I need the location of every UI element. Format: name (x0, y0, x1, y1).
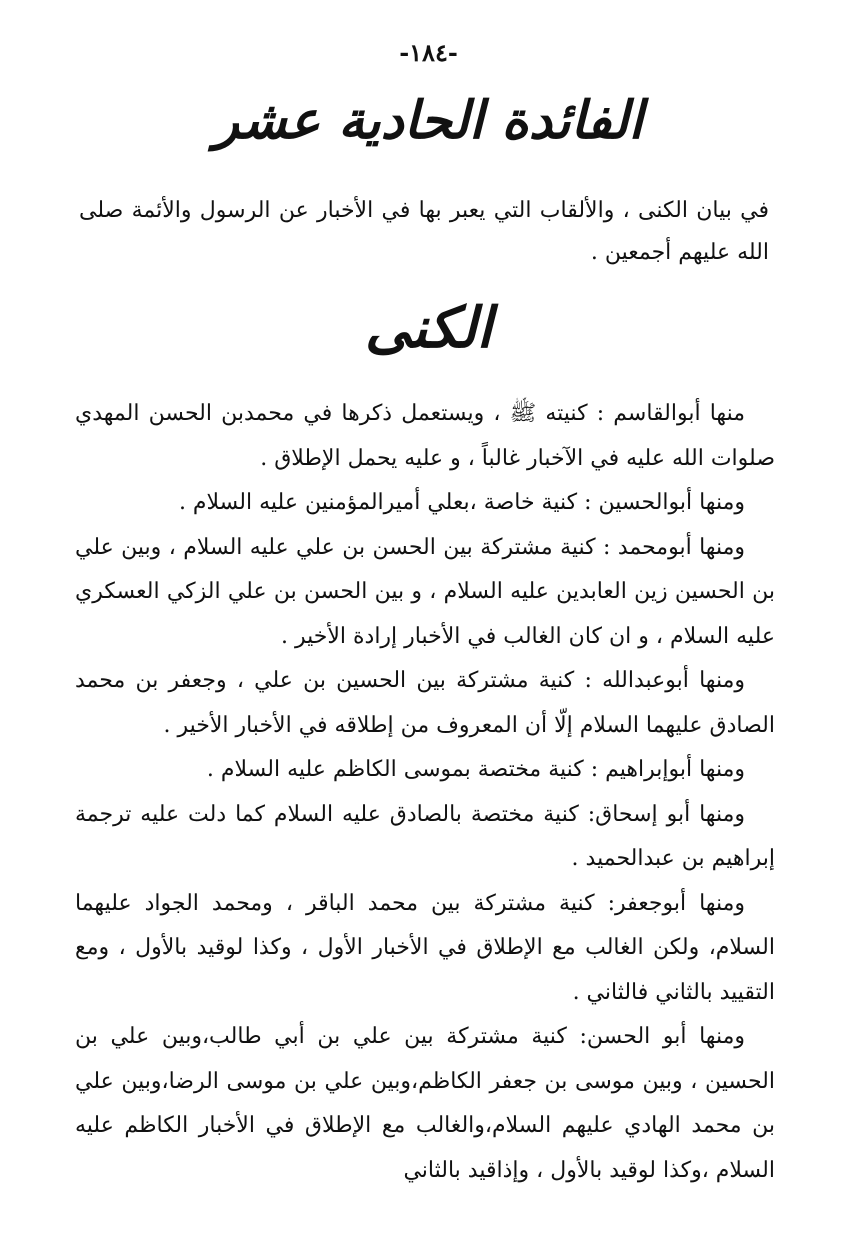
paragraph-abu-al-qasim: منها أبوالقاسم : كنيته ﷺ ، ويستعمل ذكرها في محمدبن الحسن المهدي صلوات الله عليه في الآخبار غالباً ، و عليه يحمل الإطلاق . (75, 401, 775, 471)
intro-paragraph: في بيان الكنى ، والألقاب التي يعبر بها في الأخبار عن الرسول والأئمة صلى الله عليهم أجمعين . (79, 198, 769, 265)
paragraph-abu-muhammad: ومنها أبومحمد : كنية مشتركة بين الحسن بن علي عليه السلام ، وبين علي بن الحسين زين العابدين عليه السلام ، و بين الحسن بن علي الزكي العسكري عليه السلام ، و ان كان الغالب في الأخبار إرادة الأخير . (75, 534, 775, 649)
paragraph-abu-ibrahim: ومنها أبوإبراهيم : كنية مختصة بموسى الكاظم عليه السلام . (206, 757, 745, 782)
body-text (75, 392, 775, 1193)
chapter-title: الفائدة الحادية عشر (214, 90, 643, 151)
paragraph-abu-ishaq: ومنها أبو إسحاق: كنية مختصة بالصادق عليه السلام كما دلت عليه ترجمة إبراهيم بن عبدالحميد . (75, 801, 775, 871)
paragraph-abu-jafar: ومنها أبوجعفر: كنية مشتركة بين محمد الباقر ، ومحمد الجواد عليهما السلام، ولكن الغالب مع الإطلاق في الأخبار الأول ، وكذا لوقيد بالأول ، ومع التقييد بالثاني فالثاني . (75, 890, 775, 1005)
paragraph-abu-al-husayn: ومنها أبوالحسين : كنية خاصة ،بعلي أميرالمؤمنين عليه السلام . (178, 490, 745, 515)
paragraph-abu-al-hasan: ومنها أبو الحسن: كنية مشتركة بين علي بن أبي طالب،وبين علي بن الحسين ، وبين موسى بن جعفر الكاظم،وبين علي بن موسى الرضا،وبين علي بن محمد الهادي عليهم السلام،والغالب مع الإطلاق في الأخبار الكاظم عليه السلام ،وكذا لوقيد بالأول ، وإذاقيد بالثاني (75, 1024, 775, 1183)
page-number: -١٨٤- (399, 38, 458, 67)
section-title: الكنى (364, 295, 493, 361)
paragraph-abu-abdillah: ومنها أبوعبدالله : كنية مشتركة بين الحسين بن علي ، وجعفر بن محمد الصادق عليهما السلام إلّا أن المعروف من إطلاقه في الأخبار الأخير . (75, 668, 775, 738)
